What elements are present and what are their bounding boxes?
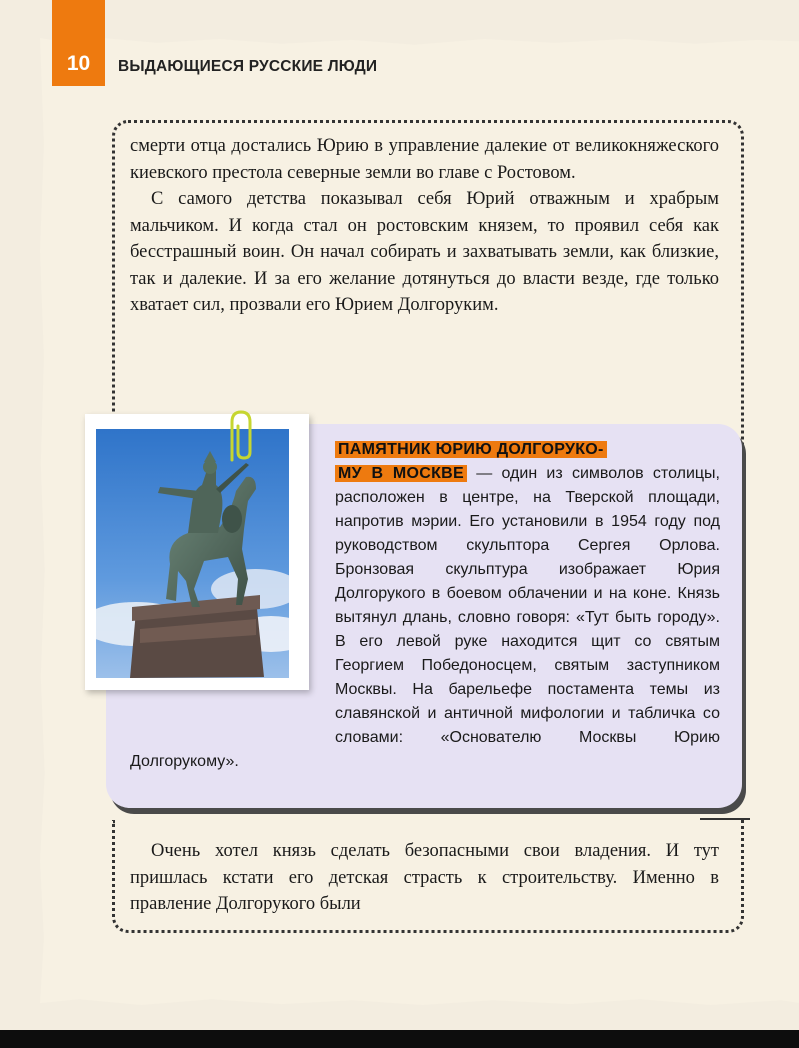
page-number: 10: [66, 52, 91, 75]
paperclip-icon: [222, 408, 258, 466]
highlight-heading: ПАМЯТНИК ЮРИЮ ДОЛГОРУКО-: [335, 441, 607, 458]
paragraph: Очень хотел князь сделать безопасными свои владения. И тут пришлась кстати его детская страсть к строительству. Именно в правление Долгорукого были: [130, 841, 719, 914]
divider-line: [700, 818, 750, 820]
bottom-body-text: [130, 838, 719, 918]
paragraph: С самого детства показывал себя Юрий отважным и храбрым мальчиком. И когда стал он ростовским князем, то проявил себя как бесстрашный воин. Он начал собирать и захватывать земли, как близкие, так и далекие. И за его желание дотянуться до власти везде, где только хватает сил, прозвали его Юрием Долгоруким.: [130, 189, 719, 315]
monument-photo: [96, 429, 289, 678]
monument-image: [96, 429, 289, 678]
page-number-tab: [52, 0, 105, 86]
section-title: ВЫДАЮЩИЕСЯ РУССКИЕ ЛЮДИ: [118, 58, 378, 75]
top-body-text: [130, 133, 719, 319]
bottom-bar: [0, 1030, 799, 1048]
photo-frame: [85, 414, 309, 690]
paragraph: смерти отца достались Юрию в управление далекие от великокняжеского киевского престола северные земли во главе с Ростовом.: [130, 136, 719, 183]
card-body: — один из символов столицы, расположен в центре, на Тверской площади, напротив мэрии. Его установили в 1954 году под руководством скульптора Сергея Орлова. Бронзовая скульптура изображает Юрия Долгорукого в боевом облачении и на коне. Князь вытянул длань, словно говоря: «Тут быть городу». В его левой руке находится щит со святым Георгием Победоносцем, святым заступником Москвы. На барельефе постамента темы из славянской и античной мифологии и табличка со словами: «Основателю Москвы Юрию Долгорукому».: [130, 465, 720, 770]
highlight-heading: МУ В МОСКВЕ: [335, 465, 467, 482]
